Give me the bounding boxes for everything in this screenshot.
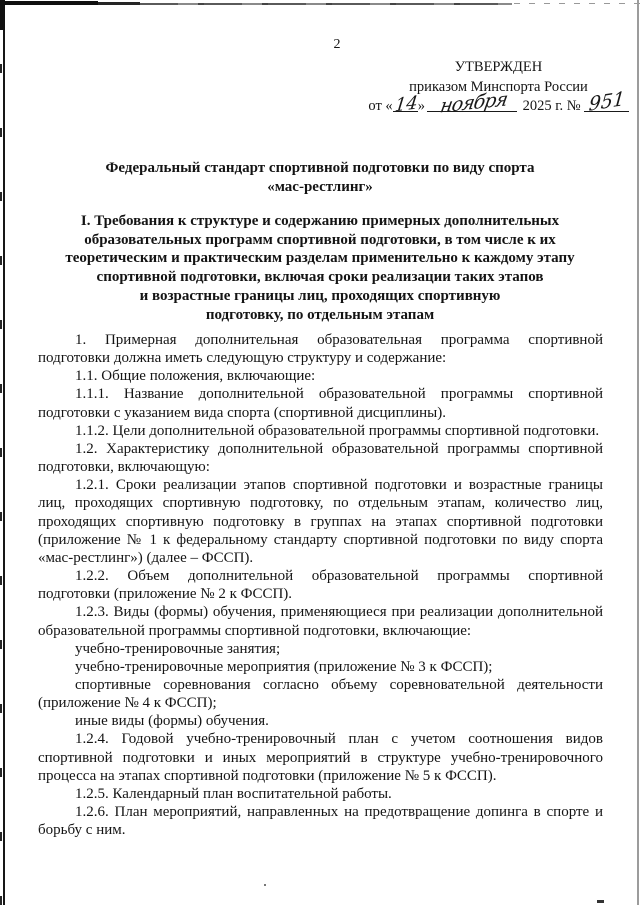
scan-artifact-speck [264, 884, 266, 886]
document-title-line: Федеральный стандарт спортивной подготовки по виду спорта [105, 160, 535, 176]
document-title [37, 159, 603, 197]
scan-artifact-top-edge [98, 2, 140, 5]
approval-day-blank [393, 92, 419, 117]
document-title-line: «мас-рестлинг» [267, 179, 373, 195]
body-paragraph: 1.2. Характеристику дополнительной образовательной программы спортивной подготовки, включающую: [38, 440, 603, 476]
body-paragraph: 1.1.2. Цели дополнительной образовательной программы спортивной подготовки. [75, 422, 600, 439]
scan-artifact-left-edge [0, 0, 2, 905]
body-paragraph: 1. Примерная дополнительная образовательная программа спортивной подготовки должна иметь следующую структуру и содержание: [38, 332, 603, 367]
approval-block [362, 58, 635, 117]
handwritten-day: 14 [393, 92, 419, 117]
scan-artifact-speck [597, 900, 604, 903]
section-heading-line: образовательных программ спортивной подготовки, в том числе к их [84, 231, 556, 248]
approval-date-prefix: от « [368, 98, 393, 114]
section-heading-line: теоретическим и практическим разделам применительно к каждому этапу [65, 250, 575, 267]
body-paragraph: 1.2.2. Объем дополнительной образовательной программы спортивной подготовки (приложение № 2 к ФССП). [38, 568, 603, 603]
body-paragraph: спортивные соревнования согласно объему соревновательной деятельности (приложение № 4 к ФССП); [38, 676, 603, 712]
scan-artifact-left-corner [0, 0, 5, 30]
section-heading-line: и возрастные границы лиц, проходящих спортивную [139, 287, 501, 304]
approval-month-blank [427, 88, 517, 118]
approval-date-line [362, 87, 635, 118]
approval-quote-close: » [417, 98, 425, 114]
section-heading-line: спортивной подготовки, включая сроки реализации таких этапов [96, 269, 544, 286]
approval-number-blank [584, 87, 629, 116]
handwritten-month: ноября [437, 88, 509, 118]
scan-artifact-right-edge [637, 0, 639, 905]
section-heading-line: подготовку, по отдельным этапам [205, 306, 435, 323]
approval-authority: приказом Минспорта России [409, 78, 588, 95]
scan-artifact-top-edge [140, 3, 512, 5]
approval-year-suffix: 2025 г. № [522, 98, 581, 114]
approval-status: УТВЕРЖДЕН [454, 59, 543, 75]
body-paragraph: 1.1.1. Название дополнительной образовательной программы спортивной подготовки с указанием вида спорта (спортивной дисциплины). [38, 386, 603, 421]
scan-artifact-top-edge [0, 1, 98, 5]
body-paragraph: учебно-тренировочные мероприятия (приложение № 3 к ФССП); [75, 658, 493, 675]
body-paragraph: 1.2.5. Календарный план воспитательной работы. [75, 785, 392, 802]
body-paragraph: иные виды (формы) обучения. [75, 713, 269, 730]
body-paragraph: 1.2.1. Сроки реализации этапов спортивной подготовки и возрастные границы лиц, проходящих спортивную подготовку, по отдельным этапам, количество лиц, проходящих спортивную подготовку в группах на этапах спортивной подготовки (приложение № 1 к федеральному стандарту спортивной подготовки по виду спорта «мас-рестлинг») (далее – ФССП). [38, 477, 603, 566]
body-paragraph: 1.1. Общие положения, включающие: [75, 368, 316, 385]
scan-artifact-top-edge [514, 3, 640, 4]
body-paragraph: 1.2.4. Годовой учебно-тренировочный план с учетом соотношения видов спортивной подготовки и иных мероприятий в структуре учебно-тренировочного процесса на этапах спортивной подготовки (приложение № 5 к ФССП). [38, 731, 603, 784]
body-paragraph: учебно-тренировочные занятия; [75, 640, 281, 657]
section-heading [30, 212, 610, 324]
section-heading-line: I. Требования к структуре и содержанию примерных дополнительных [80, 213, 560, 229]
scan-artifact-left-edge [3, 0, 5, 905]
handwritten-order-number: 951 [587, 87, 626, 116]
body-paragraph: 1.2.6. План мероприятий, направленных на предотвращение допинга в спорте и борьбу с ним. [38, 804, 603, 839]
page-number: 2 [333, 37, 341, 52]
document-body [38, 331, 603, 839]
body-paragraph: 1.2.3. Виды (формы) обучения, применяющиеся при реализации дополнительной образовательной программы спортивной подготовки, включающие: [38, 604, 603, 639]
